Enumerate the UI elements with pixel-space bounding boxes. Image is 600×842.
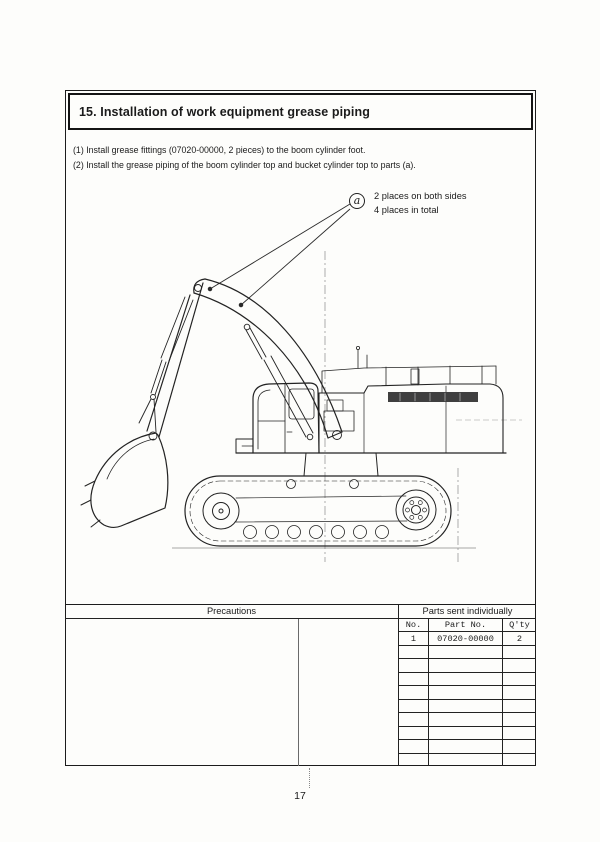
cell-qty: 2 xyxy=(516,633,523,644)
excavator-diagram xyxy=(66,185,536,570)
callout-a-label: a xyxy=(353,194,361,207)
callout-text-line-1: 2 places on both sides xyxy=(374,191,467,201)
bottom-section xyxy=(65,604,536,766)
cell-part-no: 07020-00000 xyxy=(429,632,503,644)
instruction-line-1: (1) Install grease fittings (07020-00000, 2 pieces) to the boom cylinder foot. xyxy=(73,145,366,155)
instruction-line-2: (2) Install the grease piping of the boom cylinder top and bucket cylinder top to parts (a). xyxy=(73,160,416,170)
precautions-area xyxy=(65,619,399,766)
parts-table-empty-row xyxy=(399,686,536,699)
col-header-part-no: Part No. xyxy=(429,619,503,631)
parts-table-row xyxy=(399,632,536,645)
parts-table-empty-row xyxy=(399,713,536,726)
parts-table-empty-row xyxy=(399,700,536,713)
track-assembly xyxy=(185,453,451,546)
callout-a-marker xyxy=(349,193,365,209)
parts-table-empty-row xyxy=(399,646,536,659)
title-box xyxy=(68,93,533,130)
parts-sent-header: Parts sent individually xyxy=(399,605,536,619)
page-number: 17 xyxy=(294,790,306,802)
parts-table-empty-row xyxy=(399,659,536,672)
boom-cylinder xyxy=(244,324,313,440)
engine-compartment xyxy=(319,346,503,453)
callout-text xyxy=(374,189,467,217)
parts-table-empty-row xyxy=(399,754,536,766)
precautions-divider xyxy=(298,619,299,766)
callout-leader-lines xyxy=(208,204,350,307)
parts-table-empty-row xyxy=(399,727,536,740)
page-title: 15. Installation of work equipment grease piping xyxy=(79,104,370,119)
fold-mark xyxy=(309,768,310,788)
handrail xyxy=(322,346,496,393)
operator-cab xyxy=(253,383,319,453)
callout-text-line-2: 4 places in total xyxy=(374,205,439,215)
parts-table xyxy=(399,619,536,766)
col-header-no: No. xyxy=(399,619,429,631)
col-header-qty: Q'ty xyxy=(509,620,530,631)
parts-table-empty-row xyxy=(399,740,536,753)
cell-no: 1 xyxy=(399,632,429,644)
parts-table-empty-row xyxy=(399,673,536,686)
parts-table-header-row xyxy=(399,619,536,632)
instructions xyxy=(73,143,416,173)
deck xyxy=(236,439,506,453)
boom xyxy=(194,279,342,440)
bucket xyxy=(81,433,168,527)
precautions-header: Precautions xyxy=(65,605,399,619)
